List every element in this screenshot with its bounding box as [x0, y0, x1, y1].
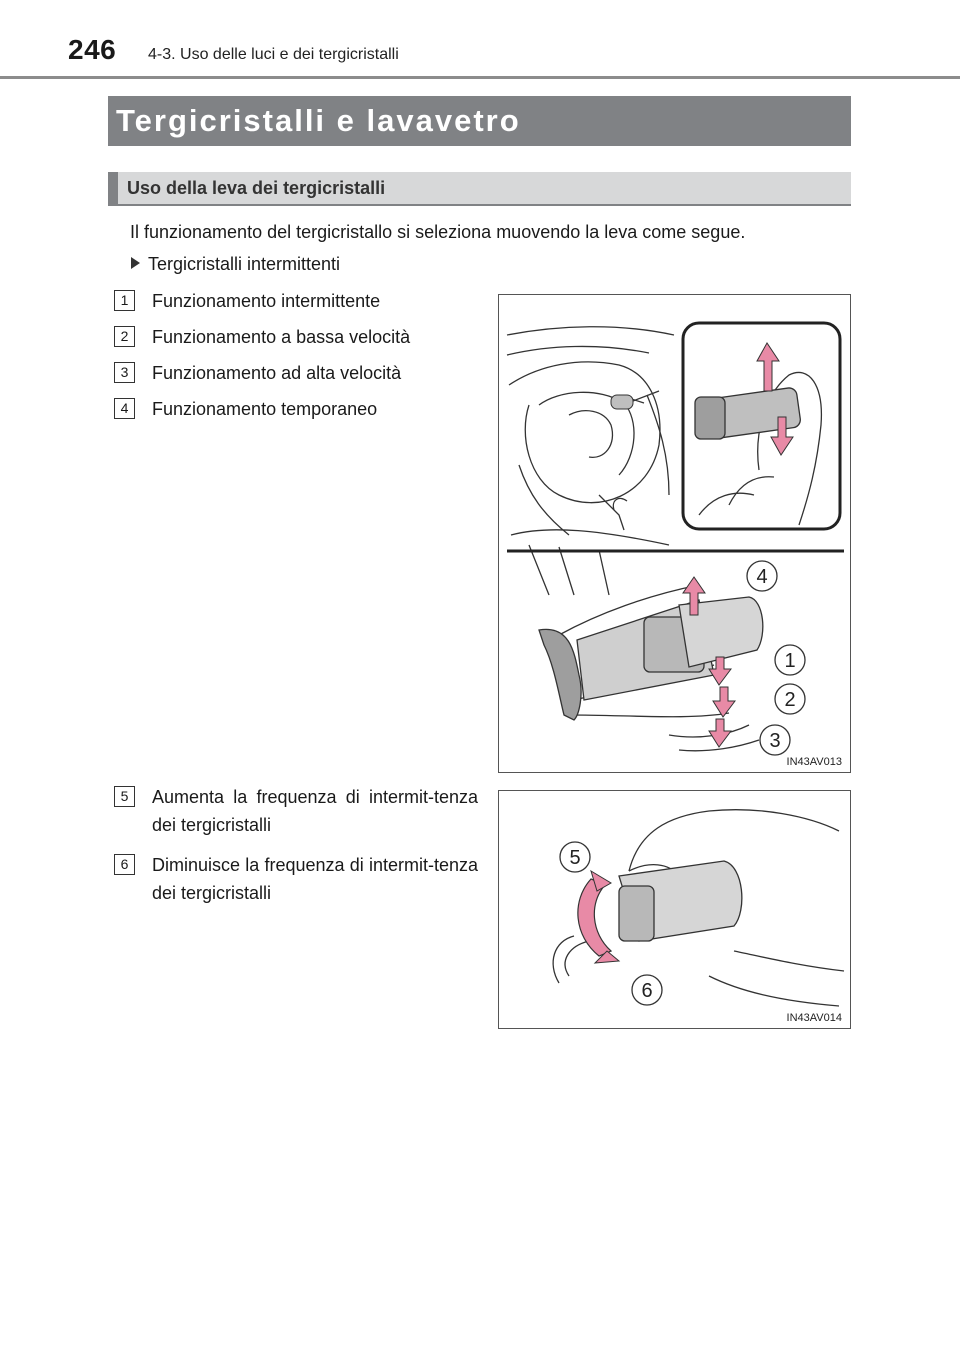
callout-label: 2 — [784, 689, 796, 711]
figure-wiper-lever — [498, 294, 851, 773]
item-number-badge: 2 — [114, 326, 135, 347]
item-text: Funzionamento temporaneo — [152, 399, 378, 419]
section-title: Tergicristalli e lavavetro — [116, 103, 521, 138]
item-number-badge: 4 — [114, 398, 135, 419]
intermittent-dial-illustration — [499, 791, 851, 1029]
callout-label: 4 — [756, 566, 768, 588]
item-number-badge: 1 — [114, 290, 135, 311]
item-text: Funzionamento intermittente — [152, 291, 381, 311]
subsection-rule — [108, 204, 851, 206]
running-header: 4-3. Uso delle luci e dei tergicristalli — [148, 46, 399, 63]
item-text: Aumenta la frequenza di intermit-tenza dei tergicristalli — [152, 787, 478, 835]
item-number-badge: 6 — [114, 854, 135, 875]
bullet-heading — [131, 252, 340, 276]
item-number-badge: 5 — [114, 786, 135, 807]
subsection-title: Uso della leva dei tergicristalli — [127, 178, 386, 198]
wiper-lever-illustration — [499, 295, 851, 773]
intro-paragraph: Il funzionamento del tergicristallo si seleziona muovendo la leva come segue. — [130, 222, 746, 242]
callout-label: 3 — [769, 730, 781, 752]
callout-label: 5 — [569, 847, 581, 869]
figure-code: IN43AV013 — [786, 756, 842, 768]
page-number: 246 — [68, 34, 117, 65]
triangle-bullet-icon — [131, 257, 140, 269]
item-text: Diminuisce la frequenza di intermit-tenza dei tergicristalli — [152, 855, 478, 903]
item-text: Funzionamento ad alta velocità — [152, 363, 402, 383]
callout-label: 1 — [784, 650, 796, 672]
item-number-badge: 3 — [114, 362, 135, 383]
figure-code: IN43AV014 — [786, 1012, 842, 1024]
figure-intermittent-adjust — [498, 790, 851, 1029]
bullet-text: Tergicristalli intermittenti — [148, 254, 341, 274]
item-text: Funzionamento a bassa velocità — [152, 327, 411, 347]
callout-label: 6 — [641, 980, 653, 1002]
header-rule — [0, 76, 960, 79]
